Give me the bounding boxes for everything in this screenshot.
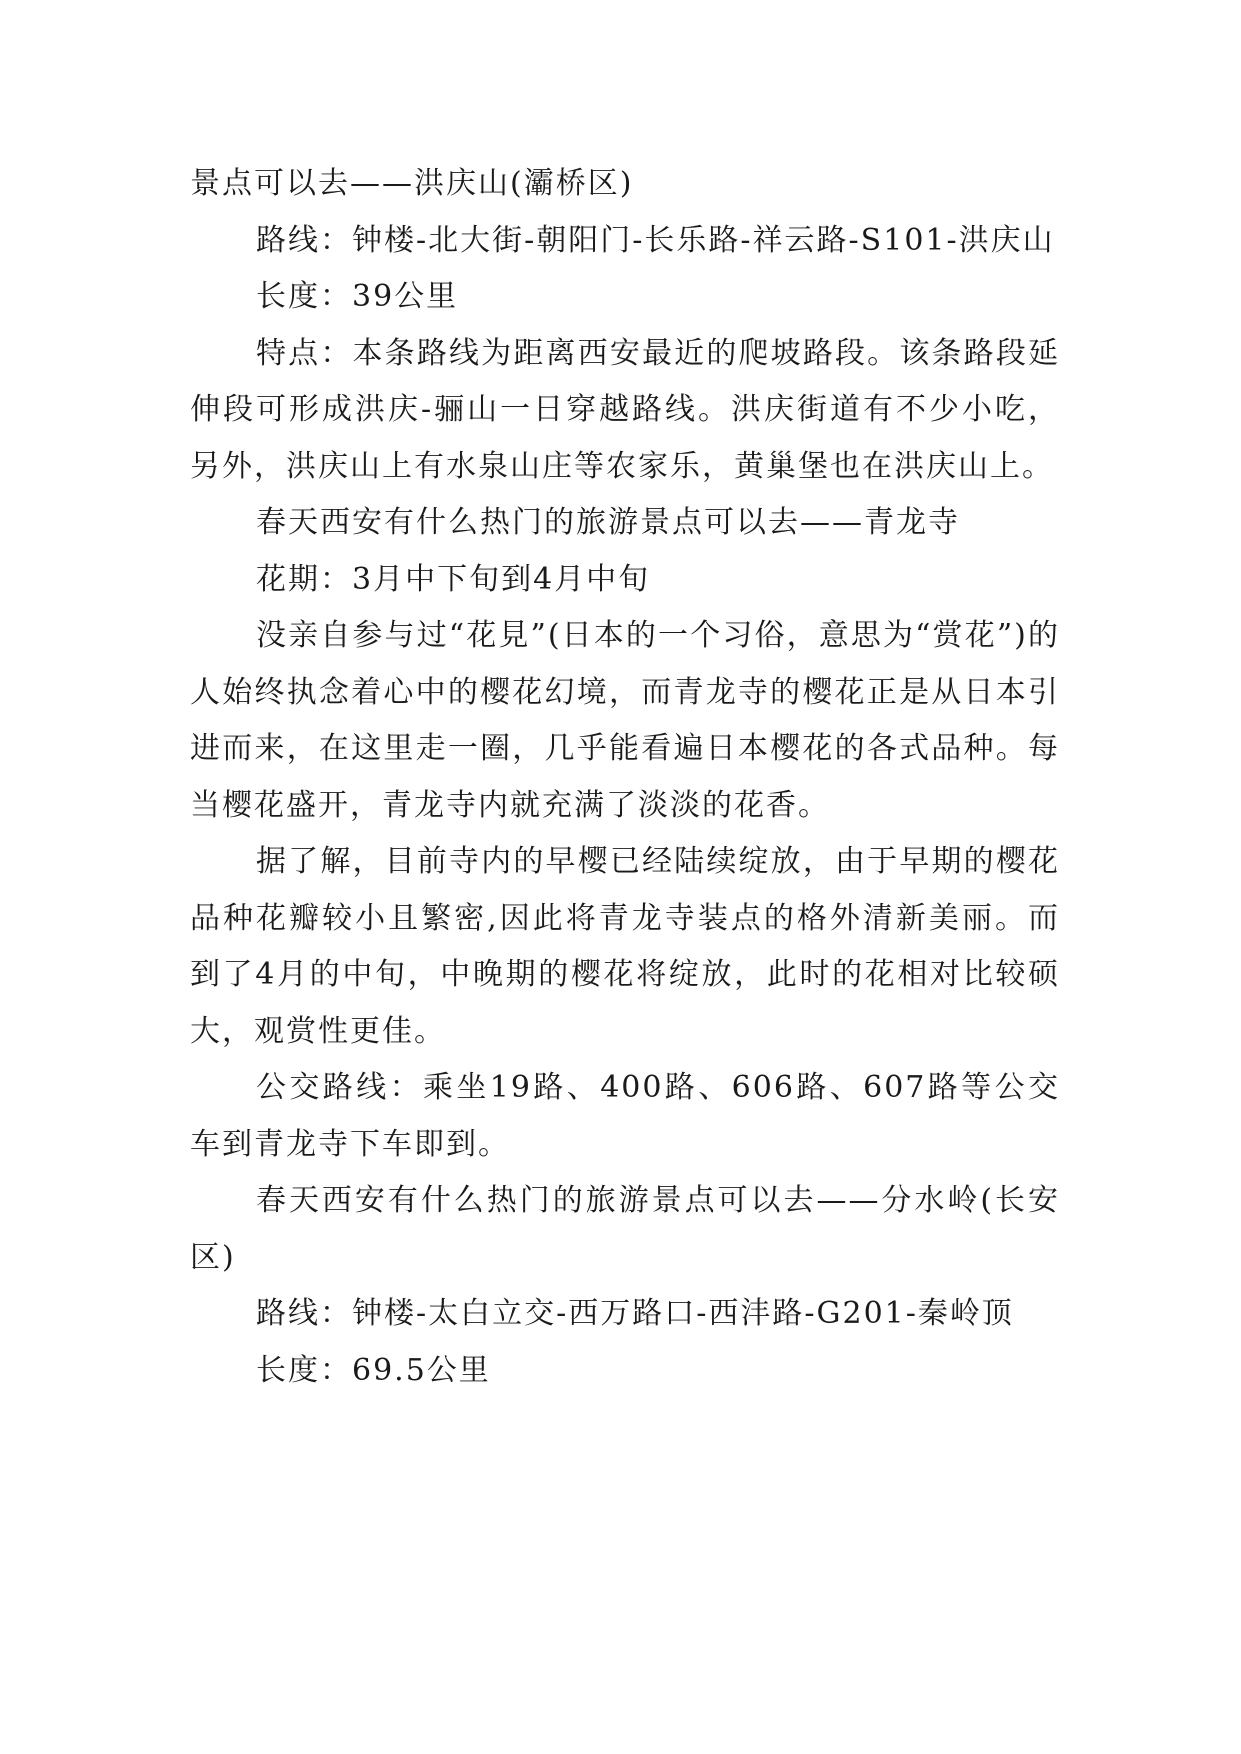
paragraph-length-hongqingshan: 长度：39公里 <box>256 279 459 314</box>
paragraph-heading-hongqingshan: 景点可以去——洪庆山(灞桥区) <box>190 166 634 201</box>
paragraph-length-fenshuiling: 长度：69.5公里 <box>256 1352 491 1388</box>
paragraph-bus-route: 公交路线：乘坐19路、400路、606路、607路等公交车到青龙寺下车即到。 <box>190 1070 1060 1162</box>
paragraph-hanami: 没亲自参与过“花見”(日本的一个习俗，意思为“赏花”)的人始终执念着心中的樱花幻境，而青龙寺的樱花正是从日本引进而来，在这里走一圈，几乎能看遍日本樱花的各式品种。每当樱花盛开，青龙寺内就充满了淡淡的花香。 <box>190 618 1060 823</box>
paragraph-flower-season: 花期：3月中下旬到4月中旬 <box>256 561 651 597</box>
paragraph-route-fenshuiling: 路线：钟楼-太白立交-西万路口-西沣路-G201-秦岭顶 <box>256 1296 1014 1331</box>
paragraph-heading-fenshuiling: 春天西安有什么热门的旅游景点可以去——分水岭(长安区) <box>190 1183 1060 1275</box>
paragraph-heading-qinglongsi: 春天西安有什么热门的旅游景点可以去——青龙寺 <box>256 505 960 540</box>
paragraph-route-hongqingshan: 路线：钟楼-北大街-朝阳门-长乐路-祥云路-S101-洪庆山 <box>256 222 1055 258</box>
document-body <box>190 156 1060 1399</box>
paragraph-features-hongqingshan: 特点：本条路线为距离西安最近的爬坡路段。该条路段延伸段可形成洪庆-骊山一日穿越路线。洪庆街道有不少小吃，另外，洪庆山上有水泉山庄等农家乐，黄巢堡也在洪庆山上。 <box>190 335 1060 484</box>
paragraph-early-cherry: 据了解，目前寺内的早樱已经陆续绽放，由于早期的樱花品种花瓣较小且繁密,因此将青龙寺装点的格外清新美丽。而到了4月的中旬，中晚期的樱花将绽放，此时的花相对比较硕大，观赏性更佳。 <box>190 844 1060 1049</box>
